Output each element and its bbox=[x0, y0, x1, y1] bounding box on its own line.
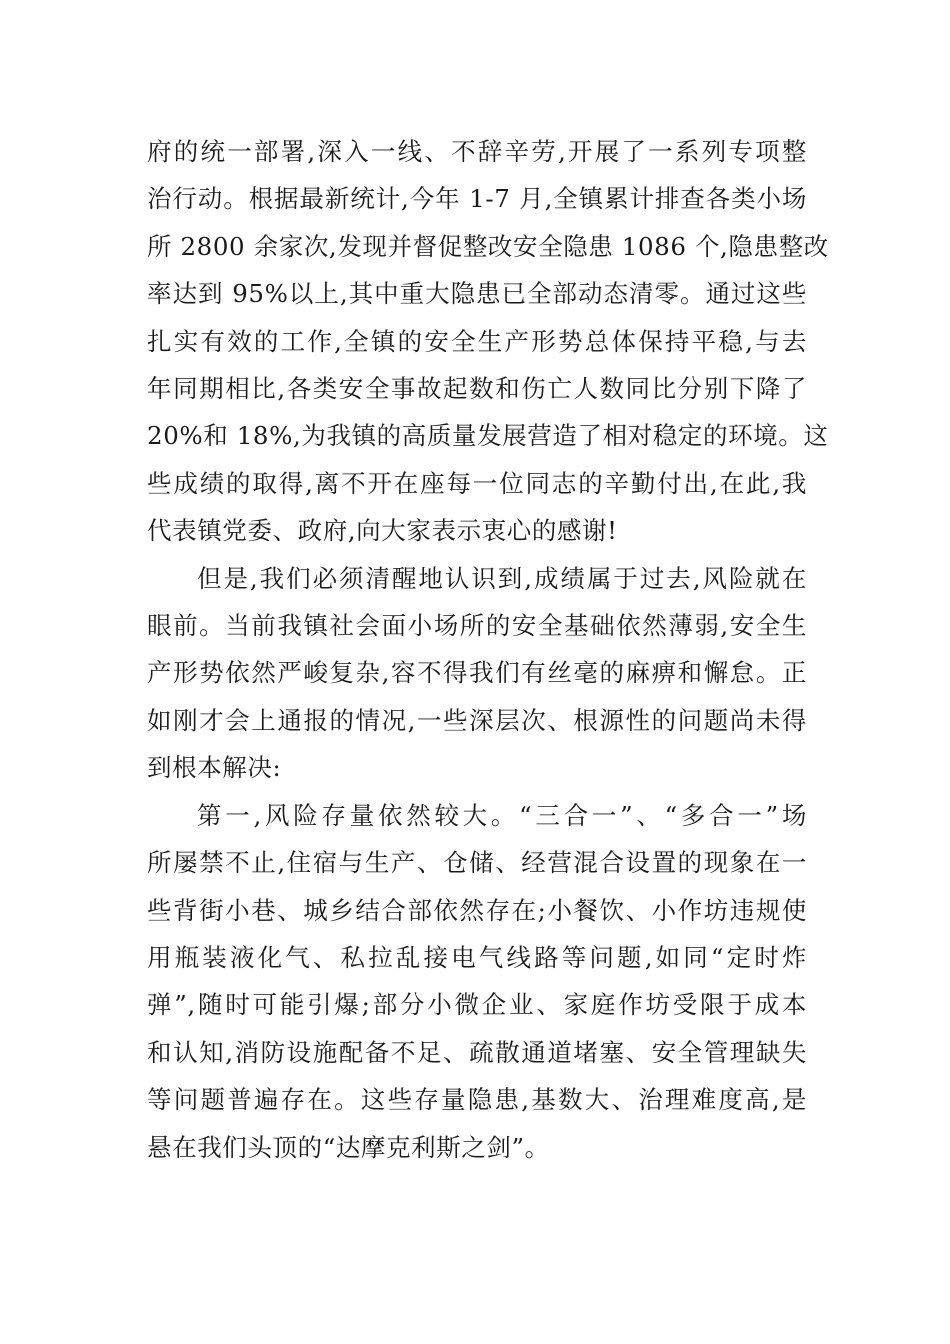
paragraph-1-line-1: 府的统一部署,深入一线、不辞辛劳,开展了一系列专项整 bbox=[147, 137, 807, 166]
paragraph-2-line-5: 到根本解决: bbox=[147, 753, 282, 783]
paragraph-1-line-5: 扎实有效的工作,全镇的安全生产形势总体保持平稳,与去 bbox=[147, 326, 807, 356]
paragraph-1-line-6: 年同期相比,各类安全事故起数和伤亡人数同比分别下降了 bbox=[147, 374, 807, 404]
paragraph-2-line-3: 产形势依然严峻复杂,容不得我们有丝毫的麻痹和懈怠。正 bbox=[147, 658, 807, 688]
paragraph-2-line-2: 眼前。当前我镇社会面小场所的安全基础依然薄弱,安全生 bbox=[147, 611, 807, 641]
document-body bbox=[147, 128, 829, 1171]
paragraph-3-line-8: 悬在我们头顶的“达摩克利斯之剑”。 bbox=[147, 1132, 550, 1162]
paragraph-2-line-1: 但是,我们必须清醒地认识到,成绩属于过去,风险就在 bbox=[197, 563, 807, 593]
paragraph-3-line-4: 用瓶装液化气、私拉乱接电气线路等问题,如同“定时炸 bbox=[147, 942, 807, 972]
paragraph-3-line-2: 所屡禁不止,住宿与生产、仓储、经营混合设置的现象在一 bbox=[147, 848, 807, 878]
paragraph-3-line-7: 等问题普遍存在。这些存量隐患,基数大、治理难度高,是 bbox=[147, 1085, 807, 1115]
paragraph-3-line-1: 第一,风险存量依然较大。“三合一”、“多合一”场 bbox=[197, 800, 807, 830]
paragraph-1-line-9: 代表镇党委、政府,向大家表示衷心的感谢! bbox=[147, 516, 618, 546]
paragraph-1-line-2: 治行动。根据最新统计,今年 1-7 月,全镇累计排查各类小场 bbox=[147, 184, 807, 214]
paragraph-1-line-8: 些成绩的取得,离不开在座每一位同志的辛勤付出,在此,我 bbox=[147, 468, 807, 498]
paragraph-3-line-6: 和认知,消防设施配备不足、疏散通道堵塞、安全管理缺失 bbox=[147, 1037, 807, 1067]
paragraph-1-line-3: 所 2800 余家次,发现并督促整改安全隐患 1086 个,隐患整改 bbox=[147, 231, 829, 261]
paragraph-3-line-3: 些背街小巷、城乡结合部依然存在;小餐饮、小作坊违规使 bbox=[147, 895, 807, 925]
paragraph-1-line-4: 率达到 95%以上,其中重大隐患已全部动态清零。通过这些 bbox=[147, 279, 807, 309]
paragraph-1-line-7: 20%和 18%,为我镇的高质量发展营造了相对稳定的环境。这 bbox=[147, 421, 829, 451]
paragraph-3-line-5: 弹”,随时可能引爆;部分小微企业、家庭作坊受限于成本 bbox=[147, 990, 807, 1020]
paragraph-2-line-4: 如刚才会上通报的情况,一些深层次、根源性的问题尚未得 bbox=[147, 705, 807, 735]
